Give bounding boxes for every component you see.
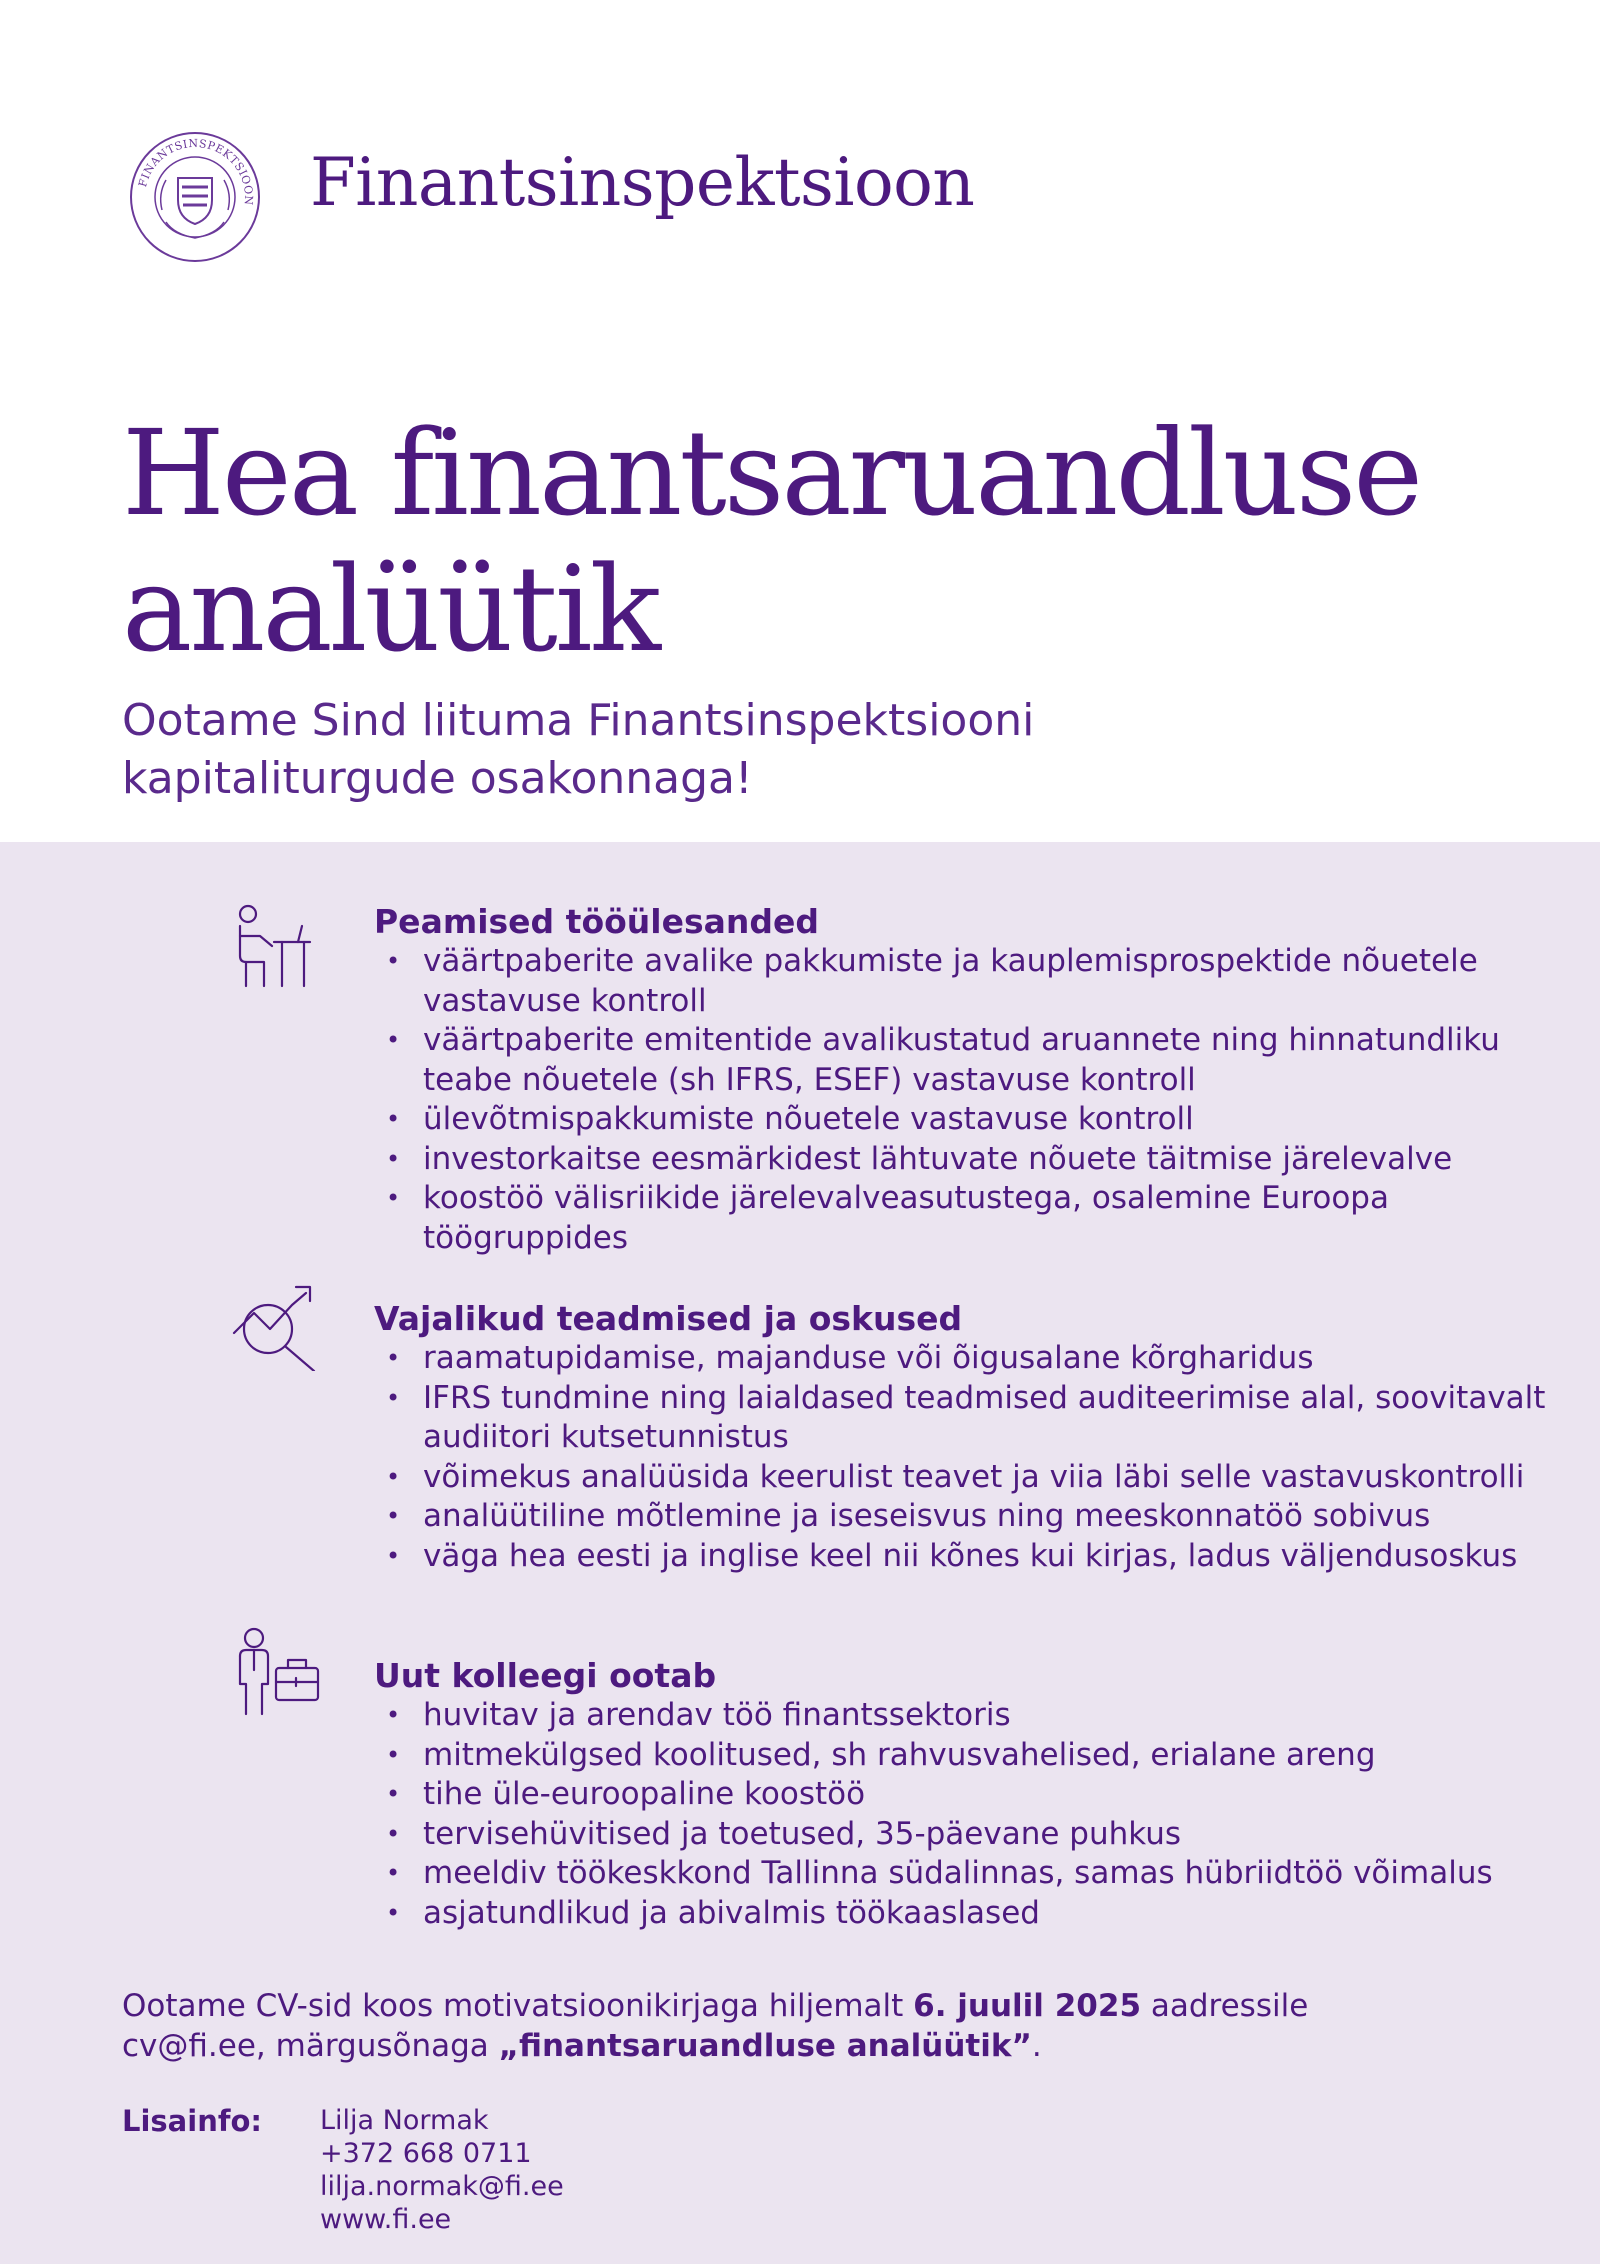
- list-item: • investorkaitse eesmärkidest lähtuvate nõuete täitmise järelevalve: [386, 1140, 1546, 1180]
- section-list: [386, 1339, 1546, 1576]
- svg-text:FINANTSINSPEKTSIOON: FINANTSINSPEKTSIOON: [136, 136, 256, 206]
- list-item: • ülevõtmispakkumiste nõuetele vastavuse kontroll: [386, 1100, 1546, 1140]
- list-item: • võimekus analüüsida keerulist teavet ja viia läbi selle vastavuskontrolli: [386, 1458, 1546, 1498]
- section-list: [386, 1696, 1546, 1933]
- list-item: • huvitav ja arendav töö finantssektoris: [386, 1696, 1546, 1736]
- job-details-panel: [0, 842, 1600, 2264]
- desk-worker-icon: [232, 902, 322, 992]
- page-title: [122, 405, 1420, 677]
- section-heading: Vajalikud teadmised ja oskused: [374, 1299, 963, 1338]
- subtitle-line-1: Ootame Sind liituma Finantsinspektsiooni: [122, 695, 1035, 746]
- list-item: • meeldiv töökeskkond Tallinna südalinnas, samas hübriidtöö võimalus: [386, 1854, 1546, 1894]
- list-item: • tervisehüvitised ja toetused, 35-päevane puhkus: [386, 1815, 1546, 1855]
- chart-magnifier-icon: [232, 1281, 322, 1371]
- contact-website[interactable]: www.fi.ee: [320, 2204, 452, 2235]
- contact-name: Lilja Normak: [320, 2105, 489, 2136]
- seal-logo-icon: [128, 130, 262, 264]
- application-instructions: [122, 1987, 1372, 2066]
- list-item: • analüütiline mõtlemine ja iseseisvus ning meeskonnatöö sobivus: [386, 1497, 1546, 1537]
- title-line-2: analüütik: [122, 540, 659, 678]
- contact-phone[interactable]: +372 668 0711: [320, 2138, 532, 2169]
- list-item: • asjatundlikud ja abivalmis töökaaslased: [386, 1894, 1546, 1934]
- title-line-1: Hea finantsaruandluse: [122, 404, 1421, 542]
- application-keyword: „finantsaruandluse analüütik”: [498, 2027, 1032, 2064]
- list-item: • väärtpaberite emitentide avalikustatud aruannete ning hinnatundliku teabe nõuetele (sh IFRS, ESEF) vastavuse kontroll: [386, 1021, 1546, 1100]
- instructions-text-1: Ootame CV-sid koos motivatsioonikirjaga hiljemalt: [122, 1988, 914, 2024]
- contact-info: [320, 2104, 564, 2236]
- contact-email[interactable]: lilja.normak@fi.ee: [320, 2171, 564, 2202]
- contact-label: Lisainfo:: [122, 2104, 262, 2138]
- instructions-text-3: .: [1031, 2027, 1042, 2064]
- list-item: • koostöö välisriikide järelevalveasutustega, osalemine Euroopa töögruppides: [386, 1179, 1546, 1258]
- list-item: • IFRS tundmine ning laialdased teadmised auditeerimise alal, soovitavalt audiitori kutsetunnistus: [386, 1379, 1546, 1458]
- brand-name: Finantsinspektsioon: [310, 144, 975, 221]
- list-item: • mitmekülgsed koolitused, sh rahvusvahelised, erialane areng: [386, 1736, 1546, 1776]
- list-item: • väärtpaberite avalike pakkumiste ja kauplemisprospektide nõuetele vastavuse kontroll: [386, 942, 1546, 1021]
- deadline-date: 6. juulil 2025: [913, 1988, 1142, 2024]
- subtitle-line-2: kapitaliturgude osakonnaga!: [122, 753, 753, 804]
- subtitle: [122, 692, 1222, 808]
- section-list: [386, 942, 1546, 1258]
- list-item: • tihe üle-euroopaline koostöö: [386, 1775, 1546, 1815]
- section-heading: Uut kolleegi ootab: [374, 1656, 717, 1695]
- list-item: • väga hea eesti ja inglise keel nii kõnes kui kirjas, ladus väljendusoskus: [386, 1537, 1546, 1577]
- instructions-text-2: aadressile cv@fi.ee, märgusõnaga: [122, 1988, 1309, 2064]
- section-heading: Peamised tööülesanded: [374, 902, 820, 941]
- person-briefcase-icon: [232, 1626, 322, 1716]
- list-item: • raamatupidamise, majanduse või õigusalane kõrgharidus: [386, 1339, 1546, 1379]
- header: [0, 0, 1600, 842]
